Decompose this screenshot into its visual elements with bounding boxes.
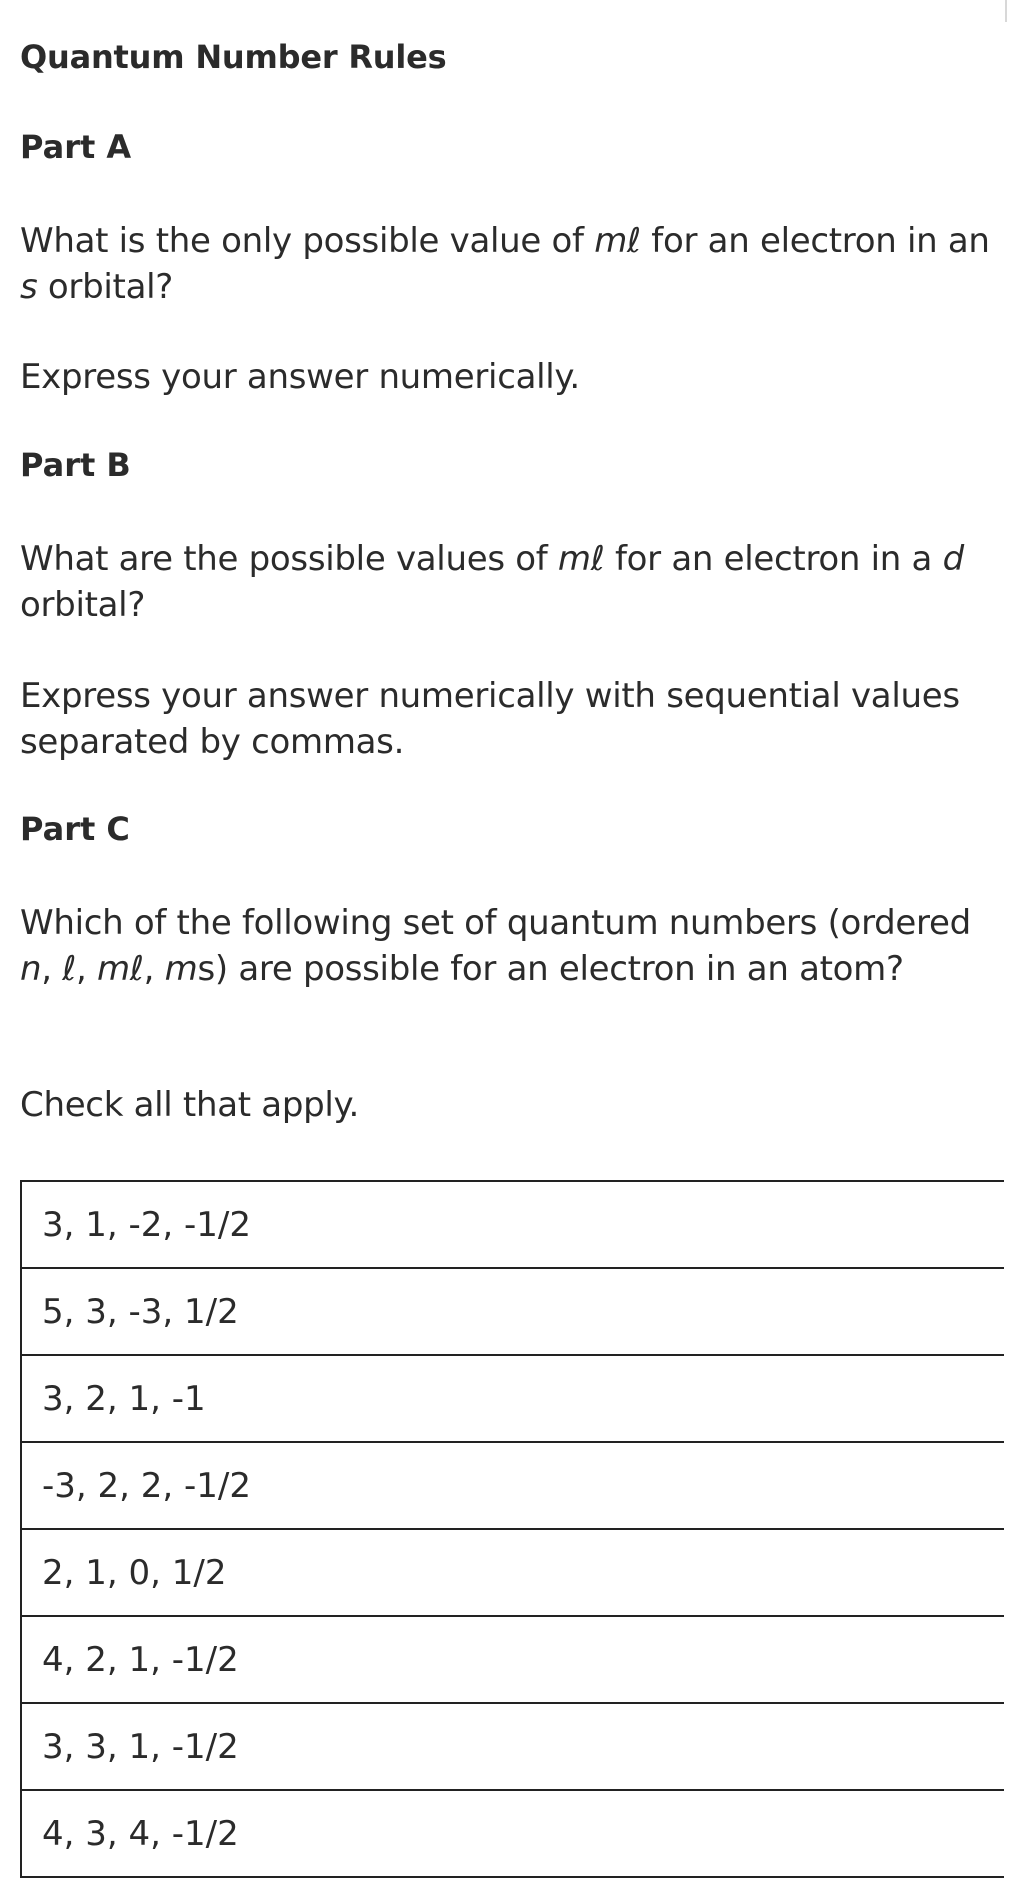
part-c-heading: Part C [20, 810, 130, 848]
ml-symbol: mℓ [594, 221, 641, 261]
part-c-instruction: Check all that apply. [20, 1085, 360, 1125]
ml-symbol: mℓ [557, 539, 605, 579]
part-c-question [20, 900, 1010, 992]
part-b-question-text: for an electron in a [604, 539, 943, 579]
part-a-question-text: What is the only possible value of [20, 221, 595, 261]
d-symbol: d [942, 539, 964, 579]
part-a-question [20, 218, 1010, 310]
answer-option[interactable]: 4, 2, 1, -1/2 [22, 1617, 1004, 1704]
part-b-instruction: Express your answer numerically with sequential values separated by commas. [20, 676, 960, 762]
s-subscript: s [197, 949, 215, 989]
part-a-question-text: for an electron in an [640, 221, 990, 261]
part-b-question [20, 536, 1010, 628]
part-b-question-text: What are the possible values of [20, 539, 558, 579]
part-c-question-text: ) are possible for an electron in an atom? [214, 949, 904, 989]
answer-option[interactable]: 5, 3, -3, 1/2 [22, 1269, 1004, 1356]
page-title: Quantum Number Rules [20, 38, 447, 76]
answer-option[interactable]: 2, 1, 0, 1/2 [22, 1530, 1004, 1617]
l-symbol: ℓ [62, 949, 77, 989]
separator: , [143, 949, 165, 989]
part-b-question-text: orbital? [20, 585, 146, 625]
s-symbol: s [20, 267, 38, 307]
answer-option[interactable]: 4, 3, 4, -1/2 [22, 1791, 1004, 1878]
scrollbar-edge [1005, 0, 1007, 22]
separator: , [76, 949, 98, 989]
part-a-instruction: Express your answer numerically. [20, 357, 580, 397]
part-a-heading: Part A [20, 128, 132, 166]
ml-symbol: mℓ [97, 949, 144, 989]
separator: , [41, 949, 63, 989]
answer-option[interactable]: 3, 2, 1, -1 [22, 1356, 1004, 1443]
m-symbol: m [164, 949, 198, 989]
answer-options-list [20, 1180, 1004, 1878]
answer-option[interactable]: -3, 2, 2, -1/2 [22, 1443, 1004, 1530]
answer-option[interactable]: 3, 1, -2, -1/2 [22, 1182, 1004, 1269]
part-c-question-text: Which of the following set of quantum numbers (ordered [20, 903, 971, 943]
answer-option[interactable]: 3, 3, 1, -1/2 [22, 1704, 1004, 1791]
part-b-heading: Part B [20, 446, 131, 484]
n-symbol: n [20, 949, 42, 989]
part-a-question-text: orbital? [37, 267, 173, 307]
